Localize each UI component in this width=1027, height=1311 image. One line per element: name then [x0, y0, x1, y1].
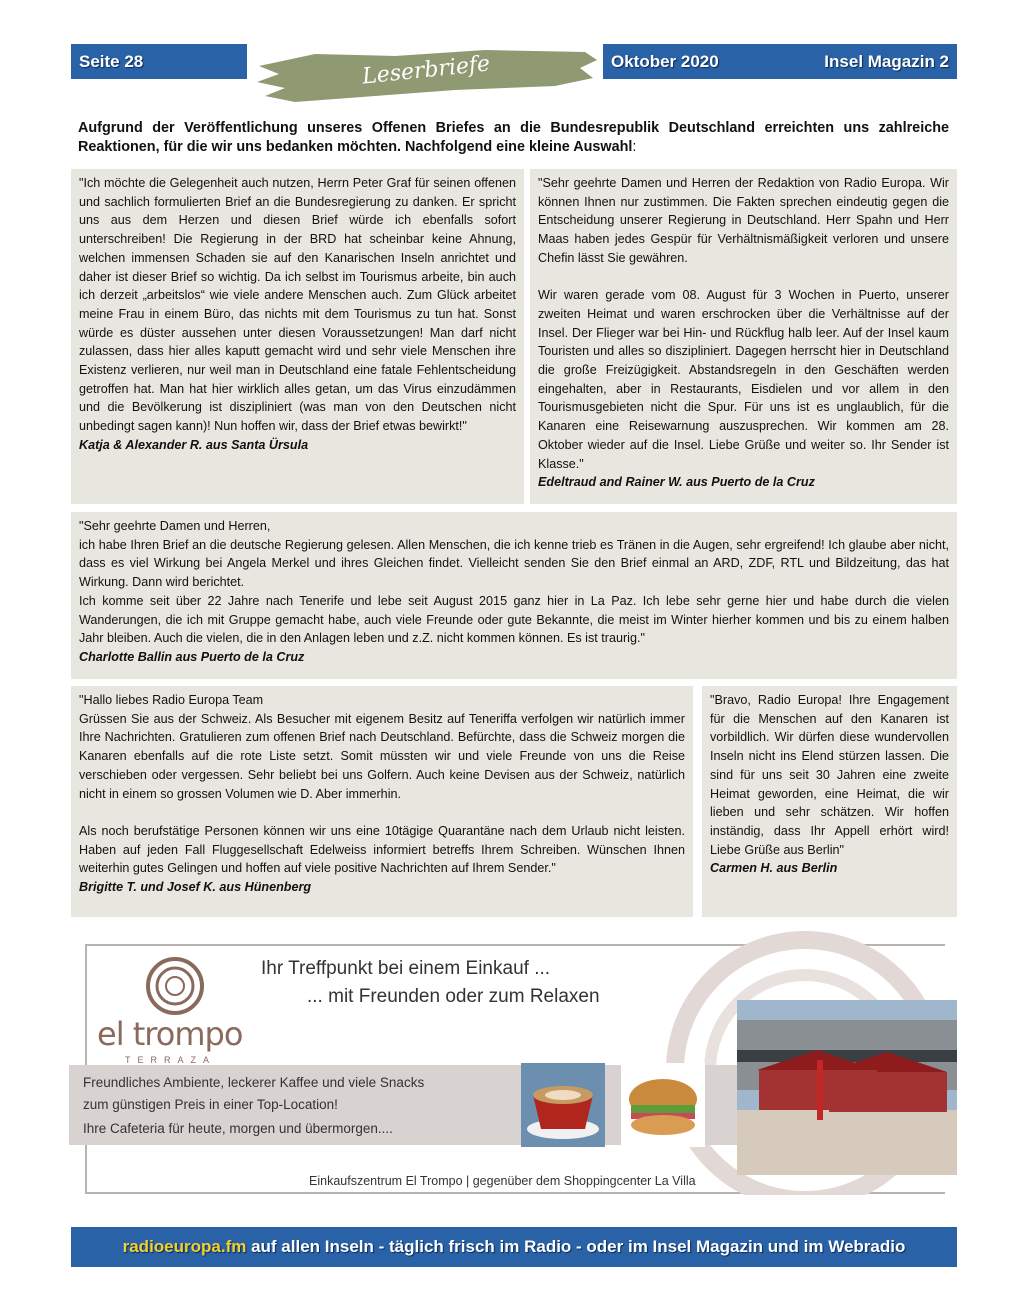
ad-line-3: Ihre Cafeteria für heute, morgen und übermorgen.... [83, 1121, 393, 1136]
section-title: Leserbriefe [361, 51, 492, 90]
cafe-terrace-photo [737, 1000, 957, 1175]
advertisement[interactable] [85, 930, 957, 1195]
header-right [603, 44, 957, 79]
ad-headline-1: Ihr Treffpunkt bei einem Einkauf ... [261, 958, 551, 979]
ad-logo-name: el trompo [97, 1015, 243, 1053]
footer-text: auf allen Inseln - täglich frisch im Radio - oder im Insel Magazin und im Webradio [246, 1237, 906, 1256]
letter-signature: Brigitte T. und Josef K. aus Hünenberg [79, 880, 312, 895]
sandwich-image [621, 1063, 705, 1147]
letter-text: Wir waren gerade vom 08. August für 3 Wochen in Puerto, unserer zweiten Heimat und waren erschrocken über die Verhältnisse auf der Insel. Der Flieger war bei Hin- und Rückflug halb leer. Auf der Insel kaum Touristen und alles so diszipliniert. Dagegen herrscht hier in Deutschland die große Freizügigkeit. Abstandsregeln in den Geschäften werden eingehalten, aber in Restaurants, Eisdielen und vor allem in den Tourismusgebieten nicht die Spur. Für uns ist es unglaublich, für die Kanaren eine Reisewarnung auszusprechen. Wir kommen am 28. Oktober wieder auf die Insel. Liebe Grüße und weiter so. Ihr Sender ist Klasse." [538, 288, 949, 471]
el-trompo-logo-icon [145, 956, 205, 1016]
letter-text: ich habe Ihren Brief an die deutsche Regierung gelesen. Allen Menschen, die ich kenne trieb es Tränen in die Augen, sehr ergreifend! Ich glaube aber nicht, dass es viel Wirkung bei Angela Merkel und ihres Gleichen findet. Vielleicht senden Sie den Brief einmal an ARD, ZDF, RTL und Bildzeitung, das hat Wirkung. Dann wird berichtet. [79, 537, 949, 590]
letter-box [71, 169, 524, 504]
letter-box [71, 686, 693, 917]
page-number: Seite 28 [71, 44, 247, 79]
letter-box [530, 169, 957, 504]
footer-url-link[interactable]: radioeuropa.fm [122, 1237, 247, 1256]
letter-signature: Carmen H. aus Berlin [710, 861, 838, 876]
intro-text: Aufgrund der Veröffentlichung unseres Offenen Briefes an die Bundesrepublik Deutschland erreichten uns zahlreiche Reaktionen, für die wir uns bedanken möchten. Nachfolgend eine kleine Auswahl: [78, 120, 949, 155]
coffee-cup-image [521, 1063, 605, 1147]
ad-address: Einkaufszentrum El Trompo | gegenüber dem Shoppingcenter La Villa [309, 1174, 696, 1188]
letter-signature: Edeltraud and Rainer W. aus Puerto de la Cruz [538, 475, 815, 490]
letter-text: Ich komme seit über 22 Jahre nach Tenerife und lebe seit August 2015 ganz hier in La Paz. Ich lebe sehr gerne hier und habe durch die vielen Wanderungen, die ich mit Gruppe gemacht habe, auch viele Freunde oder gute Bekannte, die meist im Winter hierher kommen und bis zu einem halben Jahr bleiben. Auch die vielen, die in den Anlagen leben und z.Z. nicht kommen können. Es ist traurig." [79, 593, 949, 646]
letter-text: "Ich möchte die Gelegenheit auch nutzen, Herrn Peter Graf für seinen offenen und sachlich formulierten Brief an die Bundesregierung zu danken. Er spricht uns aus dem Herzen und diesen Brief würde ich ebenfalls sofort unterschreiben! Die Regierung in der BRD hat scheinbar keine Ahnung, welchen immensen Schaden sie auf den Kanarischen Inseln anrichtet und daher ist dieser Brief so wichtig. Da ich selbst im Tourismus arbeite, bin auch ich derzeit „arbeitslos“ wie viele andere Menschen auch. Zum Glück arbeitet meine Frau in einem Büro, das nichts mit dem Tourismus zu tun hat. Sonst würde es düster aussehen unter diesen Voraussetzungen! Man darf nicht zulassen, dass hier alles kaputt gemacht wird und sehr viele Menschen ihre Existenz verlieren, nur weil man in Deutschland eine fatale Fehlentscheidung getroffen hat. Man hat hier wirklich alles getan, um das Virus einzudämmen und die Bevölkerung ist diszipliniert (was man von den Deutschen nicht unbedingt sagen kann)! Nun hoffen wir, dass der Brief etwas bewirkt!" [79, 176, 516, 434]
letter-signature: Katja & Alexander R. aus Santa Ürsula [79, 437, 309, 452]
letter-text: "Sehr geehrte Damen und Herren, [79, 519, 271, 533]
issue-date: Oktober 2020 [611, 51, 719, 71]
letter-text: "Bravo, Radio Europa! Ihre Engagement für die Menschen auf den Kanaren ist vorbildlich. Wir dürfen diese wundervollen Inseln nicht ins Elend stürzen lassen. Die sind für uns seit 30 Jahren eine zweite Heimat geworden, eine Heimat, die wir lieben und sehr schätzen. Wir hoffen inständig, dass Ihr Appell erhört wird! Liebe Grüße aus Berlin" [710, 693, 949, 857]
magazine-name: Insel Magazin 2 [824, 51, 949, 71]
footer-banner [71, 1227, 957, 1267]
letter-text: Grüssen Sie aus der Schweiz. Als Besucher mit eigenem Besitz auf Teneriffa verfolgen wir natürlich immer Ihre Nachrichten. Gratulieren zum offenen Brief nach Deutschland. Befürchte, dass die Schweiz morgen die Kanaren ebenfalls auf die rote Liste setzt. Somit müssten wir und viele Freunde von uns die Reise verschieben oder vergessen. Sehr beliebt bei uns Golfern. Auch keine Devisen aus der Schweiz, natürlich nicht in einem so grossen Volumen wie D. Aber immerhin. [79, 711, 685, 801]
letter-text: "Hallo liebes Radio Europa Team [79, 693, 264, 707]
ad-line-2: zum günstigen Preis in einer Top-Location! [83, 1097, 338, 1112]
ad-headline-2: ... mit Freunden oder zum Relaxen [307, 986, 600, 1007]
letter-box [702, 686, 957, 917]
ad-line-1: Freundliches Ambiente, leckerer Kaffee und viele Snacks [83, 1075, 425, 1090]
letter-text: "Sehr geehrte Damen und Herren der Redaktion von Radio Europa. Wir können Ihnen nur zustimmen. Die Fakten sprechen eindeutig gegen die Entscheidung unserer Regierung in Deutschland. Herr Spahn und Herr Maas haben jedes Gespür für Verhältnismäßigkeit verloren und unsere Chefin lässt Sie gewähren. [538, 176, 949, 265]
letter-box [71, 512, 957, 679]
letter-signature: Charlotte Ballin aus Puerto de la Cruz [79, 649, 305, 664]
ad-logo-sub: TERRAZA [125, 1055, 217, 1065]
letter-text: Als noch berufstätige Personen können wir uns eine 10tägige Quarantäne nach dem Urlaub nicht leisten. Haben auf jeden Fall Fluggesellschaft Edelweiss informiert betreffs Ihrem Schreiben. Wünschen Ihnen weiterhin gutes Gelingen und hoffen auf viele positive Nachrichten auf Ihrem Sender." [79, 823, 685, 876]
